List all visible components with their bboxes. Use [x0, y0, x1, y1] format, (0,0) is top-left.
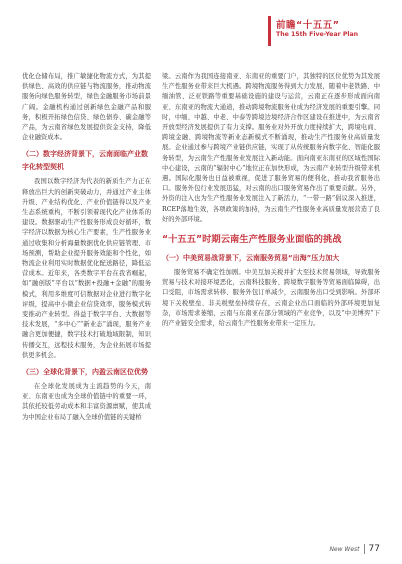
paragraph: 优化仓储布局，推广敏捷化物流方式，为其提供绿色、高效的供应链与物流服务，推动物流服务向绿色服务转型，绿色金融服务市场前景广阔。金融机构通过创新绿色金融产品和服务，积极开拓绿色信贷、绿色债券、碳金融等产品，为云南省绿色发展提供资金支持，降低企业融资成本。: [22, 73, 151, 142]
footer-divider: [364, 544, 365, 554]
page-number: 77: [368, 544, 380, 554]
header-accent-bar: [268, 16, 271, 46]
page-footer: [329, 542, 380, 556]
magazine-name: New West: [329, 545, 360, 553]
section-header: [268, 16, 380, 46]
paragraph: 我国以数字经济为代表的新质生产力正在释放出巨大的创新突破动力，并通过产业主体升级、产业结构优化、产业价值链得以及产业生态系统重构，不断引领着现代化产业体系的建设。数据驱动生产性服务形成良好循环，数字经济以数据为核心生产要素，生产性服务业通过收集和分析海量数据优化供应链管理、市场预测，帮助企业提升服务效能和个性化，如物流企业利用实时数据优化配送路径，降低运营成本。近年来，各类数字平台在我省崛起，如“融创版”平台以“数据+投融+金融”的服务模式，利用多维度可信数据对企业进行数字化评级，提高中小微企业信贷效率，服务模式转变推动产业转型。得益于数字平台、大数据等技术发展，“多中心”“新业态”涌现，服务产业融合更加便捷，数字技术打破地域限制，知识传播交互，远程技术服务，为企业拓展市场提供更多机会。: [22, 178, 151, 359]
subheading: （一）中美贸易战背景下，云南服务贸易“出海”压力加大: [162, 254, 340, 263]
subheading: （三）全球化背景下，内盈云南区位优势: [22, 368, 148, 377]
right-column: [162, 72, 380, 329]
section-title: “十五五”时期云南生产性服务业面临的挑战: [162, 234, 342, 246]
header-subtitle: The 15th Five-Year Plan: [276, 31, 359, 38]
paragraph: 梁。云南作为我国连接南亚、东南亚的重要门户，其独特的区位优势为其发展生产性服务业带来巨大机遇。跨境物流服务得到大力发展，随着中老铁路、中缅油管、泛亚铁路等重要基础设施的建设与运营，云南正在逐步形成面向南亚、东南亚的物流大通道，推动跨境物流服务业成为经济发展的重要引擎。同时，中缅、中越、中老、中泰等跨境边境经济合作区建设在推进中，为云南省开放型经济发展提供了有力支撑。服务业对外开放力度持续扩大，跨境电商、跨境金融、跨境物流等新业态新模式不断涌现，推动生产性服务业高质量发展。企业通过参与跨境产业链供应链，实现了从传统服务向数字化、智能化服务转型，为云南生产性服务业发展注入新动能。面向南亚东南亚的区域性国际中心建设，云南的“辐射中心”地位正在加快形成，为云南产业转型升级带来机遇。国际化服务也日益被重视，促进了服务贸易的便利化，推动我省服务出口。服务外包行业发展迅猛，对云南的出口服务贸易作出了重要贡献。另外，外资的注入也为生产性服务业发展注入了新活力，“一带一路”倡议深入推进，RCEP落地生效，各项政策的加持，为云南生产性服务业高质量发展营造了良好的外部环境。: [162, 73, 380, 223]
left-column: [22, 72, 151, 423]
paragraph: 服务贸易不确定性加剧。中美互加关税并扩大至技术贸易领域，导致服务贸易与技术对接环境恶化，云南科技服务、跨境数字服务等贸易面临障碍，出口受阻，市场需求转移、服务外包订单减少，云南服务出口受到影响。外部环境下关税壁垒、非关税壁垒持续存在，云南企业出口面临的外部环境更加复杂，市场需求萎缩，云南与东南亚在部分领域的产业竞争，以及“中美博弈”下的产业链安全需求，给云南生产性服务业带来一定压力。: [162, 269, 380, 328]
paragraph: 在全球化发展成为主流趋势的今天，南亚、东南亚也成为全球价值链中的重要一环，其依托较低劳动成本和丰富资源禀赋，使其成为中国企业布局了融入全球价值链的关键桥: [22, 383, 151, 421]
header-title: 前瞻“十五五”: [276, 20, 340, 31]
subheading: （二）数字经济背景下，云南面临产业数字化转型契机: [22, 150, 148, 172]
